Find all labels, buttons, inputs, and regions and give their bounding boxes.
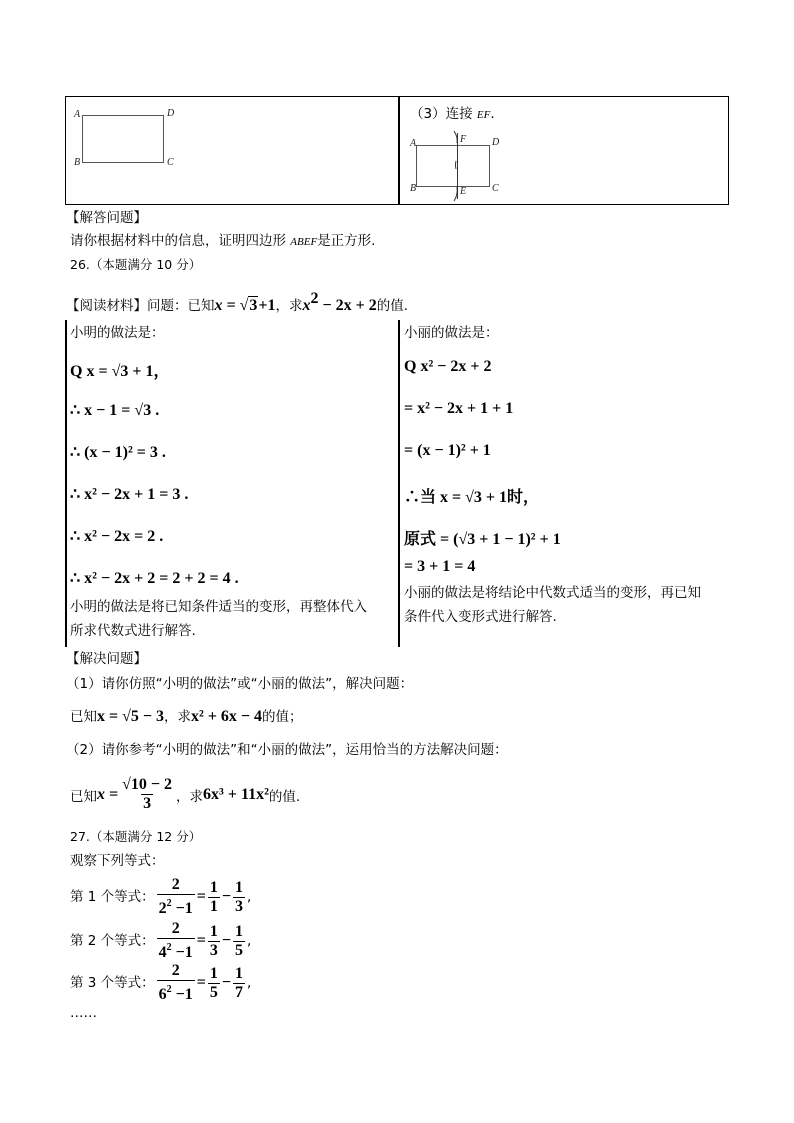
section-heading-solve: 【解决问题】 [66,651,147,667]
q27-intro: 观察下列等式： [70,853,165,869]
xiaoming-step-1: Q x = √3 + 1， [70,363,170,380]
part1-given: 已知x = √5 − 3，求x² + 6x − 4的值； [70,708,303,725]
label-d: D [492,137,500,148]
part1-prompt: （1）请你仿照“小明的做法”或“小丽的做法”，解决问题： [66,676,414,692]
reading-material-question: 【阅读材料】问题：已知x = √3+1，求$x^2 - 2x + 2$的值. [66,290,409,314]
xiaoli-step-1: Q x² − 2x + 2 [404,358,492,375]
xiaoli-step-3: = (x − 1)² + 1 [404,442,491,459]
q26-title: 26.（本题满分 10 分） [70,257,202,272]
xiaoli-step-2: = x² − 2x + 1 + 1 [404,400,514,417]
label-f: F [460,134,467,145]
xiaoming-step-3: ∴ (x − 1)² = 3 . [70,444,166,461]
table-divider [398,97,400,204]
xiaoli-summary-1: 小丽的做法是将结论中代数式适当的变形，再已知 [404,585,701,601]
label-a: A [410,138,417,149]
part2-given: 已知 x = $\frac{√10 - 2}{3}$ ，求 6x³ + 11x² 的值. [70,776,301,812]
rectangle-shape [82,115,164,163]
section-heading-answer: 【解答问题】 [66,210,147,226]
equation-2: 第 2 个等式： $\frac{2}{4^2 -1}$ = $\frac{1}{3}$ − $\frac{1}{5}$ , [70,920,252,961]
xiaoli-step-5: 原式 = (√3 + 1 − 1)² + 1 [404,531,561,548]
label-b: B [410,183,417,194]
part2-x-fraction: $\frac{√10 - 2}{3}$ [122,776,173,812]
reading-table-left-border [65,320,67,647]
reading-table-middle-border [398,320,400,647]
xiaoming-step-2: ∴ x − 1 = √3 . [70,402,160,419]
step-3-text: （3）连接 EF. [410,106,495,122]
equation-1: 第 1 个等式： $\frac{2}{2^2 -1}$ = $\frac{1}{1}$ − $\frac{1}{3}$ , [70,876,252,917]
label-a: A [74,109,81,120]
q25-prompt: 请你根据材料中的信息，证明四边形 ABEF是正方形. [70,233,376,249]
ellipsis: …… [70,1005,97,1021]
q27-title: 27.（本题满分 12 分） [70,829,202,844]
xiaoming-title: 小明的做法是： [70,325,165,341]
label-c: C [492,183,499,194]
label-d: D [167,108,175,119]
figure-table [65,96,729,205]
xiaoming-step-5: ∴ x² − 2x = 2 . [70,528,164,545]
xiaoli-step-4: ∴当 x = √3 + 1时， [404,489,540,506]
equation-3: 第 3 个等式： $\frac{2}{6^2 -1}$ = $\frac{1}{5}$ − $\frac{1}{7}$ , [70,962,252,1003]
xiaoli-step-6: = 3 + 1 = 4 [404,558,476,575]
xiaoming-summary-2: 所求代数式进行解答. [70,623,196,639]
part2-prompt: （2）请你参考“小明的做法”和“小丽的做法”，运用恰当的方法解决问题： [66,742,508,758]
label-c: C [167,157,174,168]
label-b: B [74,157,81,168]
label-e: E [460,186,467,197]
xiaoming-step-6: ∴ x² − 2x + 2 = 2 + 2 = 4 . [70,570,239,587]
xiaoli-title: 小丽的做法是： [404,325,499,341]
xiaoming-summary-1: 小明的做法是将已知条件适当的变形，再整体代入 [70,599,367,615]
xiaoming-step-4: ∴ x² − 2x + 1 = 3 . [70,486,189,503]
xiaoli-summary-2: 条件代入变形式进行解答. [404,609,557,625]
